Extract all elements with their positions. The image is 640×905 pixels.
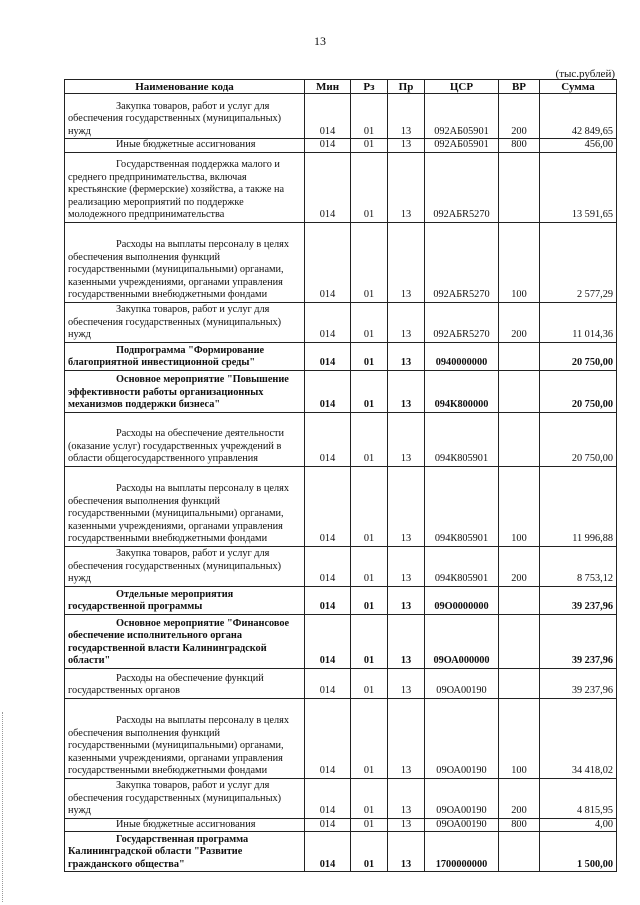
- row-name-text: Основное мероприятие "Финансовое обеспечение исполнительного органа государственной власти Калининградской области": [68, 617, 290, 666]
- units-label: (тыс.рублей): [555, 68, 615, 80]
- row-vr: [499, 370, 540, 412]
- scan-margin-mark: [2, 712, 7, 902]
- row-name-text: Расходы на выплаты персоналу в целях обеспечения выполнения функций государственными (муниципальными) органами, казенными учреждениями, органами управления государственными внебюджетными фондами: [68, 715, 289, 776]
- row-name-text: Расходы на обеспечение деятельности (оказание услуг) государственных учреждений в области общегосударственного управления: [68, 428, 285, 464]
- row-pr: 13: [388, 466, 425, 546]
- table-row: [65, 466, 617, 546]
- row-pr: 13: [388, 614, 425, 668]
- row-sum: 34 418,02: [540, 698, 617, 778]
- row-csr: 092АБR5270: [425, 152, 499, 222]
- row-pr: 13: [388, 546, 425, 586]
- row-rz: 01: [351, 586, 388, 614]
- row-vr: [499, 152, 540, 222]
- row-name-text: Закупка товаров, работ и услуг для обеспечения государственных (муниципальных) нужд: [68, 548, 282, 584]
- row-csr: 09ОА00190: [425, 698, 499, 778]
- row-vr: [499, 342, 540, 370]
- row-min: 014: [305, 546, 351, 586]
- row-sum: 20 750,00: [540, 412, 617, 466]
- row-vr: [499, 412, 540, 466]
- row-vr: 200: [499, 546, 540, 586]
- row-rz: 01: [351, 302, 388, 342]
- row-sum: 1 500,00: [540, 832, 617, 872]
- row-min: 014: [305, 698, 351, 778]
- row-name: [65, 139, 305, 153]
- row-vr: 200: [499, 302, 540, 342]
- table-row: [65, 698, 617, 778]
- row-name: [65, 778, 305, 818]
- row-rz: 01: [351, 698, 388, 778]
- row-csr: 094К805901: [425, 412, 499, 466]
- row-sum: 456,00: [540, 139, 617, 153]
- row-name-text: Закупка товаров, работ и услуг для обеспечения государственных (муниципальных) нужд: [68, 100, 282, 137]
- row-vr: 100: [499, 222, 540, 302]
- row-csr: 1700000000: [425, 832, 499, 872]
- table-row: [65, 412, 617, 466]
- row-csr: 09О0000000: [425, 586, 499, 614]
- row-name: [65, 94, 305, 139]
- row-sum: 39 237,96: [540, 668, 617, 698]
- row-sum: 4,00: [540, 818, 617, 832]
- table-row: [65, 139, 617, 153]
- row-name: [65, 466, 305, 546]
- row-rz: 01: [351, 546, 388, 586]
- row-vr: [499, 668, 540, 698]
- table-row: [65, 342, 617, 370]
- row-name: [65, 412, 305, 466]
- row-rz: 01: [351, 412, 388, 466]
- row-name: [65, 614, 305, 668]
- row-rz: 01: [351, 466, 388, 546]
- table-row: [65, 94, 617, 139]
- row-name-text: Государственная поддержка малого и среднего предпринимательства, включая крестьянские (фермерские) хозяйства, а также на реализацию мероприятий по поддержке молодежного предпринимательства: [68, 159, 285, 220]
- row-name: [65, 222, 305, 302]
- header-name: Наименование кода: [65, 80, 305, 94]
- row-rz: 01: [351, 668, 388, 698]
- row-vr: 100: [499, 466, 540, 546]
- row-name: [65, 586, 305, 614]
- row-csr: 09ОА00190: [425, 818, 499, 832]
- row-name-text: Закупка товаров, работ и услуг для обеспечения государственных (муниципальных) нужд: [68, 304, 282, 340]
- row-sum: 4 815,95: [540, 778, 617, 818]
- row-name-text: Иные бюджетные ассигнования: [116, 139, 256, 150]
- row-min: 014: [305, 342, 351, 370]
- row-sum: 8 753,12: [540, 546, 617, 586]
- row-name: [65, 370, 305, 412]
- row-name: [65, 546, 305, 586]
- row-min: 014: [305, 302, 351, 342]
- row-name-text: Расходы на выплаты персоналу в целях обеспечения выполнения функций государственными (муниципальными) органами, казенными учреждениями, органами управления государственными внебюджетными фондами: [68, 483, 289, 544]
- row-pr: 13: [388, 412, 425, 466]
- row-pr: 13: [388, 152, 425, 222]
- row-sum: 39 237,96: [540, 614, 617, 668]
- row-vr: 800: [499, 818, 540, 832]
- table-row: [65, 152, 617, 222]
- row-pr: 13: [388, 818, 425, 832]
- table-row: [65, 778, 617, 818]
- row-csr: 09ОА00190: [425, 778, 499, 818]
- row-sum: 20 750,00: [540, 342, 617, 370]
- row-csr: 094К805901: [425, 546, 499, 586]
- table-row: [65, 832, 617, 872]
- row-min: 014: [305, 832, 351, 872]
- table-row: [65, 668, 617, 698]
- row-pr: 13: [388, 698, 425, 778]
- table-row: [65, 614, 617, 668]
- row-vr: [499, 832, 540, 872]
- row-name: [65, 152, 305, 222]
- row-vr: 100: [499, 698, 540, 778]
- row-min: 014: [305, 818, 351, 832]
- header-sum: Сумма: [540, 80, 617, 94]
- row-rz: 01: [351, 222, 388, 302]
- row-pr: 13: [388, 668, 425, 698]
- row-min: 014: [305, 222, 351, 302]
- row-sum: 2 577,29: [540, 222, 617, 302]
- row-csr: 09ОА000000: [425, 614, 499, 668]
- row-rz: 01: [351, 94, 388, 139]
- row-rz: 01: [351, 818, 388, 832]
- row-rz: 01: [351, 778, 388, 818]
- row-pr: 13: [388, 778, 425, 818]
- row-min: 014: [305, 412, 351, 466]
- table-header-row: [65, 80, 617, 94]
- row-rz: 01: [351, 832, 388, 872]
- row-sum: 11 014,36: [540, 302, 617, 342]
- row-min: 014: [305, 668, 351, 698]
- row-rz: 01: [351, 342, 388, 370]
- row-name-text: Основное мероприятие "Повышение эффективности работы организационных механизмов поддержки бизнеса": [68, 374, 289, 410]
- table-row: [65, 302, 617, 342]
- table-row: [65, 546, 617, 586]
- header-csr: ЦСР: [425, 80, 499, 94]
- row-vr: 200: [499, 778, 540, 818]
- row-csr: 092АБ05901: [425, 139, 499, 153]
- row-pr: 13: [388, 586, 425, 614]
- row-min: 014: [305, 778, 351, 818]
- row-csr: 094К800000: [425, 370, 499, 412]
- row-name-text: Расходы на выплаты персоналу в целях обеспечения выполнения функций государственными (муниципальными) органами, казенными учреждениями, органами управления государственными внебюджетными фондами: [68, 239, 289, 300]
- row-vr: 800: [499, 139, 540, 153]
- row-csr: 09ОА00190: [425, 668, 499, 698]
- header-vr: ВР: [499, 80, 540, 94]
- page-number: 13: [314, 34, 326, 48]
- row-sum: 11 996,88: [540, 466, 617, 546]
- row-sum: 42 849,65: [540, 94, 617, 139]
- row-name-text: Расходы на обеспечение функций государственных органов: [68, 672, 264, 696]
- row-name: [65, 698, 305, 778]
- row-name-text: Подпрограмма "Формирование благоприятной инвестиционной среды": [68, 344, 265, 368]
- row-csr: 092АБR5270: [425, 302, 499, 342]
- row-rz: 01: [351, 614, 388, 668]
- row-pr: 13: [388, 302, 425, 342]
- row-name-text: Отдельные мероприятия государственной программы: [68, 588, 234, 612]
- row-vr: [499, 614, 540, 668]
- budget-table: [64, 79, 617, 872]
- table-row: [65, 222, 617, 302]
- row-min: 014: [305, 152, 351, 222]
- row-csr: 094К805901: [425, 466, 499, 546]
- row-sum: 20 750,00: [540, 370, 617, 412]
- row-csr: 0940000000: [425, 342, 499, 370]
- row-pr: 13: [388, 139, 425, 153]
- row-sum: 39 237,96: [540, 586, 617, 614]
- row-min: 014: [305, 139, 351, 153]
- row-name-text: Закупка товаров, работ и услуг для обеспечения государственных (муниципальных) нужд: [68, 780, 282, 816]
- row-min: 014: [305, 466, 351, 546]
- row-name-text: Иные бюджетные ассигнования: [116, 818, 256, 830]
- header-min: Мин: [305, 80, 351, 94]
- row-name: [65, 668, 305, 698]
- row-name: [65, 342, 305, 370]
- table-row: [65, 586, 617, 614]
- row-pr: 13: [388, 832, 425, 872]
- row-pr: 13: [388, 222, 425, 302]
- row-pr: 13: [388, 370, 425, 412]
- row-sum: 13 591,65: [540, 152, 617, 222]
- header-pr: Пр: [388, 80, 425, 94]
- row-name: [65, 832, 305, 872]
- row-vr: [499, 586, 540, 614]
- row-pr: 13: [388, 94, 425, 139]
- row-rz: 01: [351, 139, 388, 153]
- row-name: [65, 818, 305, 832]
- row-name: [65, 302, 305, 342]
- row-vr: 200: [499, 94, 540, 139]
- row-rz: 01: [351, 370, 388, 412]
- table-row: [65, 818, 617, 832]
- row-pr: 13: [388, 342, 425, 370]
- row-csr: 092АБ05901: [425, 94, 499, 139]
- row-min: 014: [305, 614, 351, 668]
- row-name-text: Государственная программа Калининградской области "Развитие гражданского общества": [68, 833, 249, 870]
- row-csr: 092АБR5270: [425, 222, 499, 302]
- row-min: 014: [305, 94, 351, 139]
- row-min: 014: [305, 586, 351, 614]
- table-row: [65, 370, 617, 412]
- header-rz: Рз: [351, 80, 388, 94]
- row-rz: 01: [351, 152, 388, 222]
- row-min: 014: [305, 370, 351, 412]
